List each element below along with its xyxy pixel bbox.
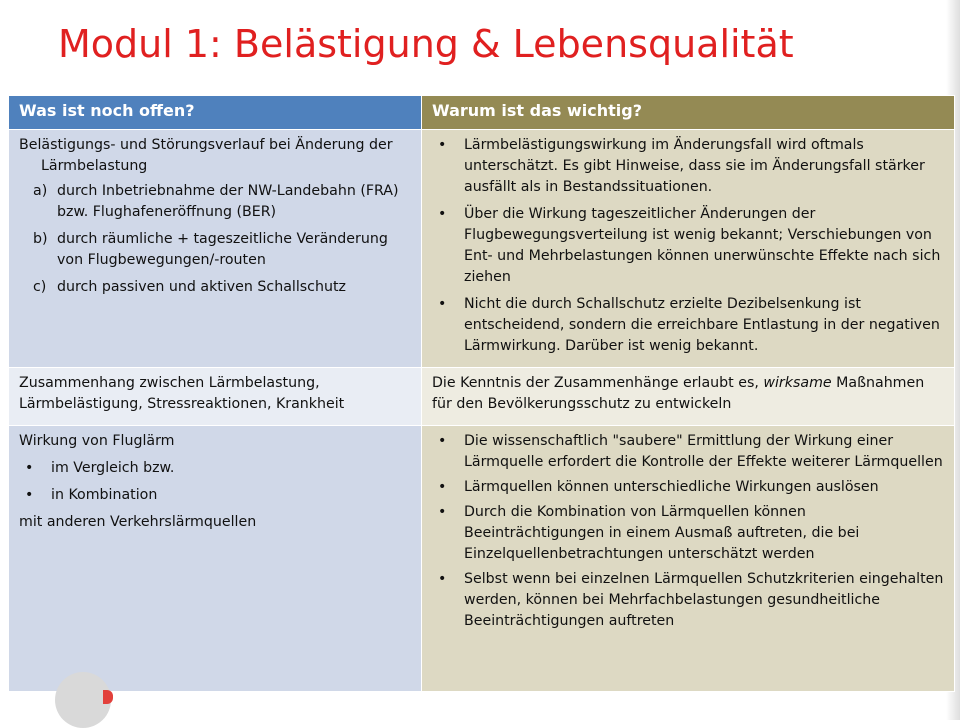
bullet-icon: • (438, 479, 447, 495)
list-item (432, 294, 944, 357)
row3-left-cell (9, 426, 422, 692)
row2-left-cell: Zusammenhang zwischen Lärmbelastung, Lärmbelästigung, Stressreaktionen, Krankheit (9, 368, 422, 426)
list-item-text: Lärmquellen können unterschiedliche Wirkungen auslösen (464, 479, 879, 495)
list-marker: a) (33, 183, 48, 199)
list-item-text: Selbst wenn bei einzelnen Lärmquellen Schutzkriterien eingehalten werden, können bei Mehrfachbelastungen gesundheitliche Beeinträchtigungen auftreten (464, 571, 944, 629)
row2-right-cell (422, 368, 955, 426)
bullet-icon: • (25, 460, 34, 476)
list-item-text: in Kombination (51, 487, 158, 503)
slide-title: Modul 1: Belästigung & Lebensqualität (58, 22, 794, 66)
row3-left-heading: Wirkung von Fluglärm (19, 433, 175, 449)
row3-left-list (19, 458, 411, 506)
list-item-text: Über die Wirkung tageszeitlicher Änderungen der Flugbewegungsverteilung ist wenig bekannt; Verschiebungen von Ent- und Mehrbelastungen können unerwünschte Effekte nach sich ziehen (464, 206, 941, 285)
content-table (8, 95, 955, 692)
list-item (19, 277, 411, 298)
row1-left-cell (9, 130, 422, 368)
list-item (432, 431, 944, 473)
row1-left-list (19, 181, 411, 298)
bullet-icon: • (25, 487, 34, 503)
list-item (432, 477, 944, 498)
bullet-icon: • (438, 296, 447, 312)
header-why-important: Warum ist das wichtig? (422, 96, 955, 130)
list-item-text: Nicht die durch Schallschutz erzielte Dezibelsenkung ist entscheidend, sondern die erreichbare Entlastung in der negativen Lärmwirkung. Darüber ist wenig bekannt. (464, 296, 940, 354)
row2-right-text-emphasis: wirksame (763, 375, 832, 391)
bullet-icon: • (438, 571, 447, 587)
list-item (432, 204, 944, 288)
list-item-text: durch passiven und aktiven Schallschutz (57, 279, 346, 295)
bullet-icon: • (438, 504, 447, 520)
row3-left-footer: mit anderen Verkehrslärmquellen (19, 514, 257, 530)
table-row (9, 368, 955, 426)
table-header-row (9, 96, 955, 130)
list-item (19, 229, 411, 271)
list-item (432, 569, 944, 632)
table-row (9, 130, 955, 368)
row1-left-heading: Belästigungs- und Störungsverlauf bei Änderung der Lärmbelastung (19, 137, 393, 174)
list-item-text: Lärmbelästigungswirkung im Änderungsfall wird oftmals unterschätzt. Es gibt Hinweise, dass sie im Änderungsfall stärker ausfällt als in Bestandssituationen. (464, 137, 925, 195)
bullet-icon: • (438, 433, 447, 449)
list-item (432, 135, 944, 198)
list-item-text: Die wissenschaftlich "saubere" Ermittlung der Wirkung einer Lärmquelle erfordert die Kontrolle der Effekte weiterer Lärmquellen (464, 433, 943, 470)
list-item-text: durch Inbetriebnahme der NW-Landebahn (FRA) bzw. Flughafeneröffnung (BER) (57, 183, 399, 220)
list-item (19, 458, 411, 479)
list-item-text: durch räumliche + tageszeitliche Veränderung von Flugbewegungen/-routen (57, 231, 388, 268)
list-item (432, 502, 944, 565)
bullet-icon: • (438, 137, 447, 153)
row2-right-text-end: Maßnahmen für den Bevölkerungsschutz zu entwickeln (432, 375, 925, 412)
row3-right-cell (422, 426, 955, 692)
row1-right-cell (422, 130, 955, 368)
header-open-questions: Was ist noch offen? (9, 96, 422, 130)
list-marker: b) (33, 231, 48, 247)
row1-right-list (432, 135, 944, 357)
list-item-text: Durch die Kombination von Lärmquellen können Beeinträchtigungen in einem Ausmaß auftreten, die bei Einzelquellenbetrachtungen unterschätzt werden (464, 504, 860, 562)
list-item (19, 181, 411, 223)
bullet-icon: • (438, 206, 447, 222)
list-marker: c) (33, 279, 47, 295)
row3-right-list (432, 431, 944, 632)
table-row (9, 426, 955, 692)
list-item-text: im Vergleich bzw. (51, 460, 175, 476)
list-item (19, 485, 411, 506)
row2-right-text-start: Die Kenntnis der Zusammenhänge erlaubt es, (432, 375, 764, 391)
